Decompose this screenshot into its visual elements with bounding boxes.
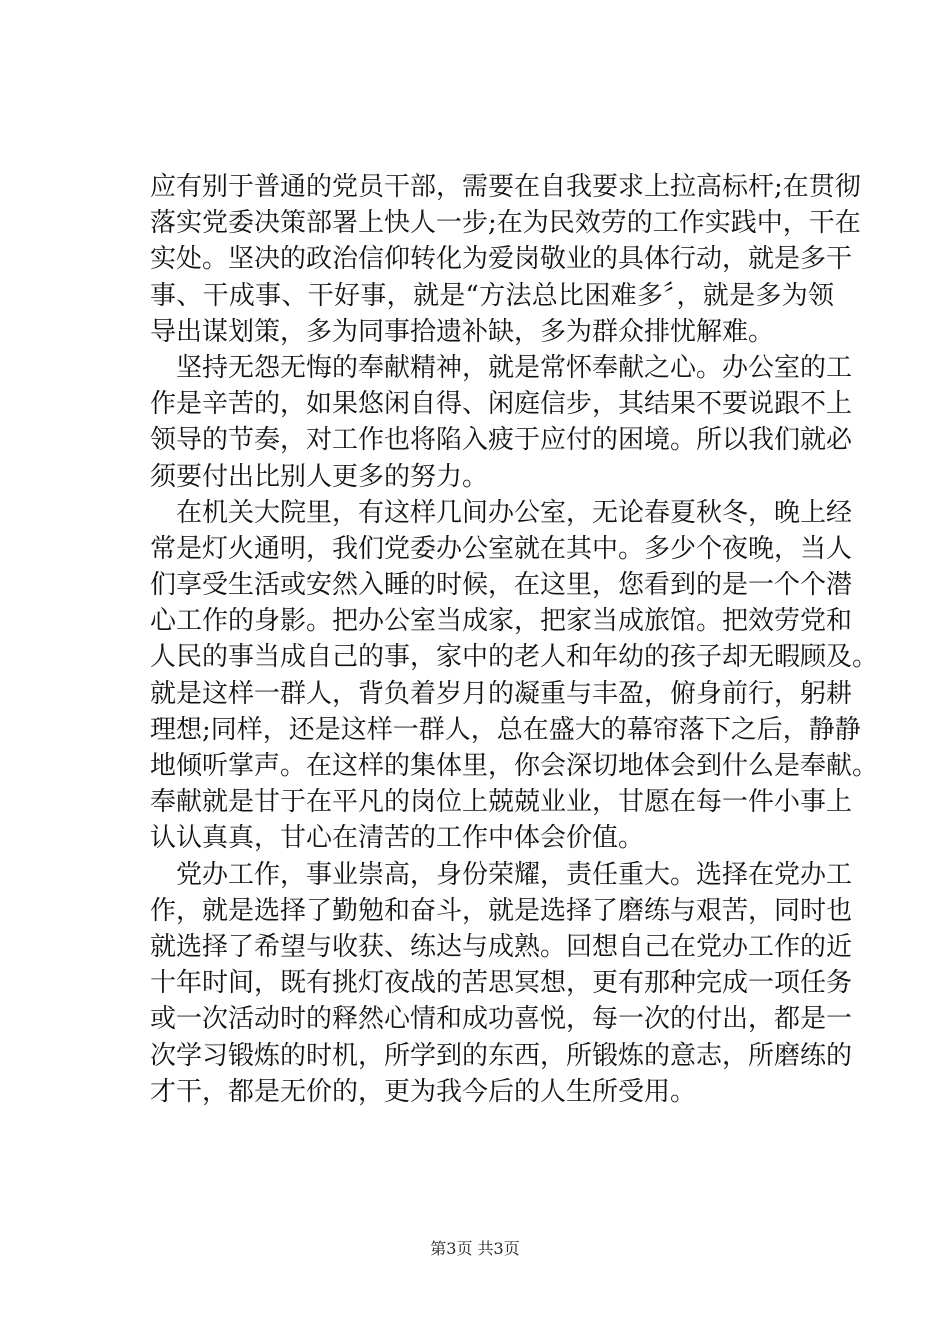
- text-line: 作是辛苦的，如果悠闲自得、闲庭信步，其结果不要说跟不上: [150, 389, 853, 420]
- text-line: 在机关大院里，有这样几间办公室，无论春夏秋冬，晚上经: [176, 497, 853, 528]
- text-line: 理想;同样，还是这样一群人，总在盛大的幕帘落下之后，静静: [150, 714, 861, 745]
- text-line: 党办工作，事业崇高，身份荣耀，责任重大。选择在党办工: [176, 859, 853, 890]
- text-line: 领导的节奏，对工作也将陷入疲于应付的困境。所以我们就必: [150, 425, 853, 456]
- text-line: 才干，都是无价的，更为我今后的人生所受用。: [150, 1076, 697, 1107]
- text-line: 人民的事当成自己的事，家中的老人和年幼的孩子却无暇顾及。: [150, 642, 879, 673]
- text-line: 就是这样一群人，背负着岁月的凝重与丰盈，俯身前行，躬耕: [150, 678, 853, 709]
- text-line: 认认真真，甘心在清苦的工作中体会价值。: [150, 823, 645, 854]
- text-line: 作，就是选择了勤勉和奋斗，就是选择了磨练与艰苦，同时也: [150, 895, 853, 926]
- page-number-footer: 第3页 共3页: [430, 1239, 520, 1258]
- text-line: 落实党委决策部署上快人一步;在为民效劳的工作实践中，干在: [150, 208, 861, 239]
- text-line: 须要付出比别人更多的努力。: [150, 461, 489, 492]
- text-line: 奉献就是甘于在平凡的岗位上兢兢业业，甘愿在每一件小事上: [150, 787, 853, 818]
- text-line: 们享受生活或安然入睡的时候，在这里，您看到的是一个个潜: [150, 570, 853, 601]
- text-line: 事、干成事、干好事，就是“方法总比困难多〞，就是多为领: [150, 280, 834, 311]
- text-line: 常是灯火通明，我们党委办公室就在其中。多少个夜晚，当人: [150, 533, 853, 564]
- text-line: 心工作的身影。把办公室当成家，把家当成旅馆。把效劳党和: [150, 606, 853, 637]
- text-line: 坚持无怨无悔的奉献精神，就是常怀奉献之心。办公室的工: [176, 352, 853, 383]
- document-body: [150, 169, 879, 1110]
- text-line: 就选择了希望与收获、练达与成熟。回想自己在党办工作的近: [150, 931, 853, 962]
- text-line: 导出谋划策，多为同事拾遗补缺，多为群众排忧解难。: [150, 316, 775, 347]
- text-line: 应有别于普通的党员干部，需要在自我要求上拉高标杆;在贯彻: [150, 172, 861, 202]
- text-line: 次学习锻炼的时机，所学到的东西，所锻炼的意志，所磨练的: [150, 1040, 853, 1071]
- text-line: 或一次活动时的释然心情和成功喜悦，每一次的付出，都是一: [150, 1004, 853, 1035]
- text-line: 地倾听掌声。在这样的集体里，你会深切地体会到什么是奉献。: [150, 751, 879, 781]
- text-line: 实处。坚决的政治信仰转化为爱岗敬业的具体行动，就是多干: [150, 244, 853, 275]
- text-line: 十年时间，既有挑灯夜战的苦思冥想，更有那种完成一项任务: [150, 968, 853, 999]
